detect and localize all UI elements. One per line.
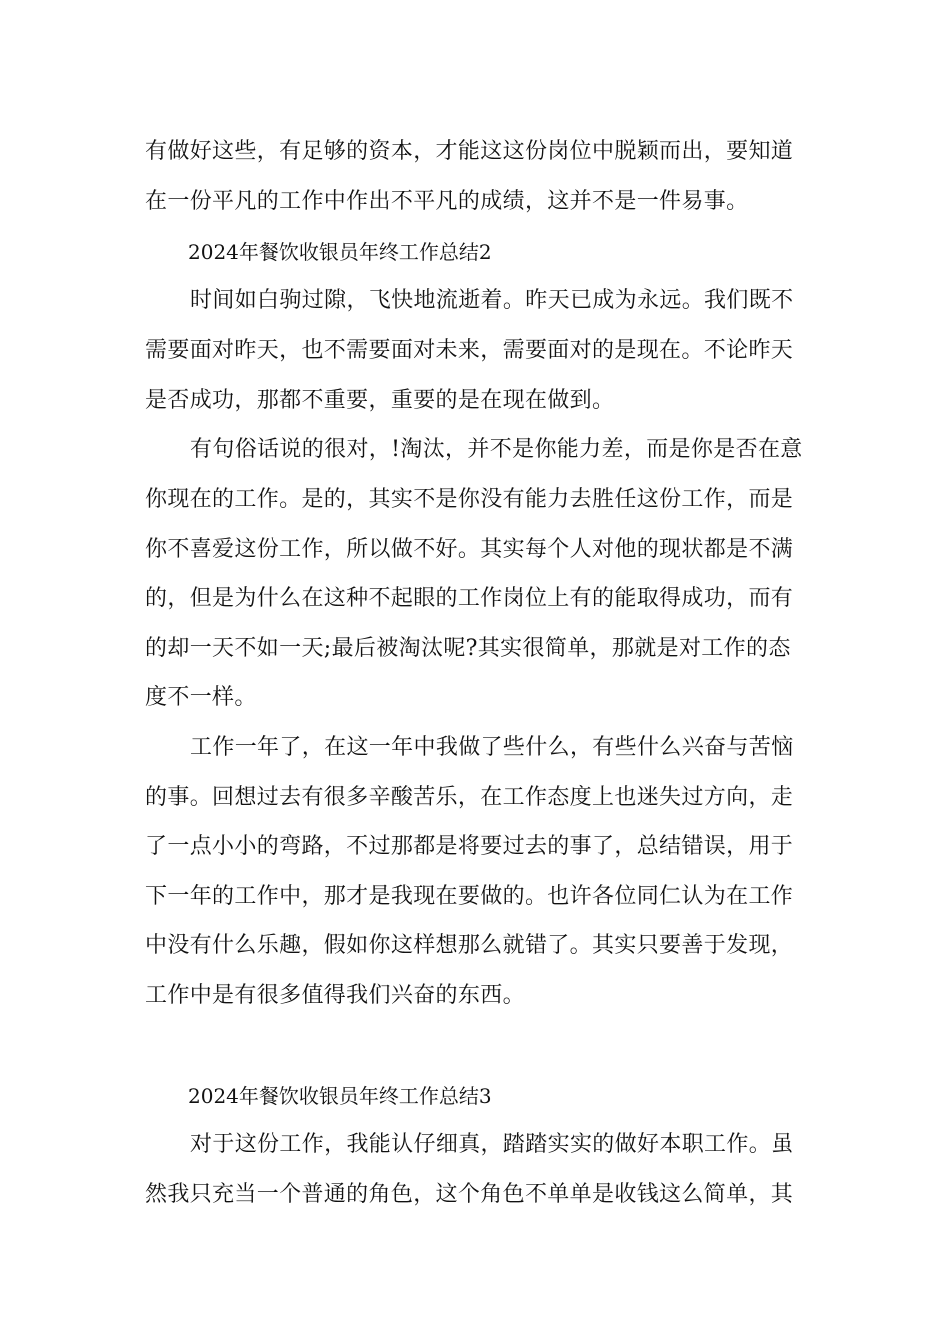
paragraph-line: 中没有什么乐趣，假如你这样想那么就错了。其实只要善于发现， — [145, 933, 794, 958]
paragraph-line: 的，但是为什么在这种不起眼的工作岗位上有的能取得成功，而有 — [145, 586, 794, 611]
paragraph-line: 的却一天不如一天;最后被淘汰呢?其实很简单，那就是对工作的态 — [145, 636, 791, 661]
paragraph-line: 然我只充当一个普通的角色，这个角色不单单是收钱这么简单，其 — [145, 1182, 794, 1207]
section-heading-3: 2024年餐饮收银员年终工作总结3 — [188, 1084, 492, 1108]
paragraph-line: 工作一年了，在这一年中我做了些什么，有些什么兴奋与苦恼 — [190, 735, 794, 760]
paragraph-line: 是否成功，那都不重要，重要的是在现在做到。 — [145, 388, 615, 413]
paragraph-line: 下一年的工作中，那才是我现在要做的。也许各位同仁认为在工作 — [145, 884, 794, 909]
paragraph-line: 有做好这些，有足够的资本，才能这这份岗位中脱颖而出，要知道 — [145, 139, 794, 164]
paragraph-line: 在一份平凡的工作中作出不平凡的成绩，这并不是一件易事。 — [145, 189, 749, 214]
paragraph-line: 你现在的工作。是的，其实不是你没有能力去胜任这份工作，而是 — [145, 487, 794, 512]
paragraph-line: 需要面对昨天，也不需要面对未来，需要面对的是现在。不论昨天 — [145, 338, 794, 363]
section-heading-2: 2024年餐饮收银员年终工作总结2 — [188, 240, 492, 264]
paragraph-line: 对于这份工作，我能认仔细真，踏踏实实的做好本职工作。虽 — [190, 1132, 794, 1157]
paragraph-line: 工作中是有很多值得我们兴奋的东西。 — [145, 983, 525, 1008]
paragraph-line: 时间如白驹过隙，飞快地流逝着。昨天已成为永远。我们既不 — [190, 288, 794, 313]
paragraph-line: 的事。回想过去有很多辛酸苦乐，在工作态度上也迷失过方向，走 — [145, 785, 794, 810]
paragraph-line: 有句俗话说的很对，!淘汰，并不是你能力差，而是你是否在意 — [190, 437, 803, 462]
paragraph-line: 你不喜爱这份工作，所以做不好。其实每个人对他的现状都是不满 — [145, 537, 794, 562]
paragraph-line: 度不一样。 — [145, 685, 257, 710]
paragraph-line: 了一点小小的弯路，不过那都是将要过去的事了，总结错误，用于 — [145, 834, 794, 859]
